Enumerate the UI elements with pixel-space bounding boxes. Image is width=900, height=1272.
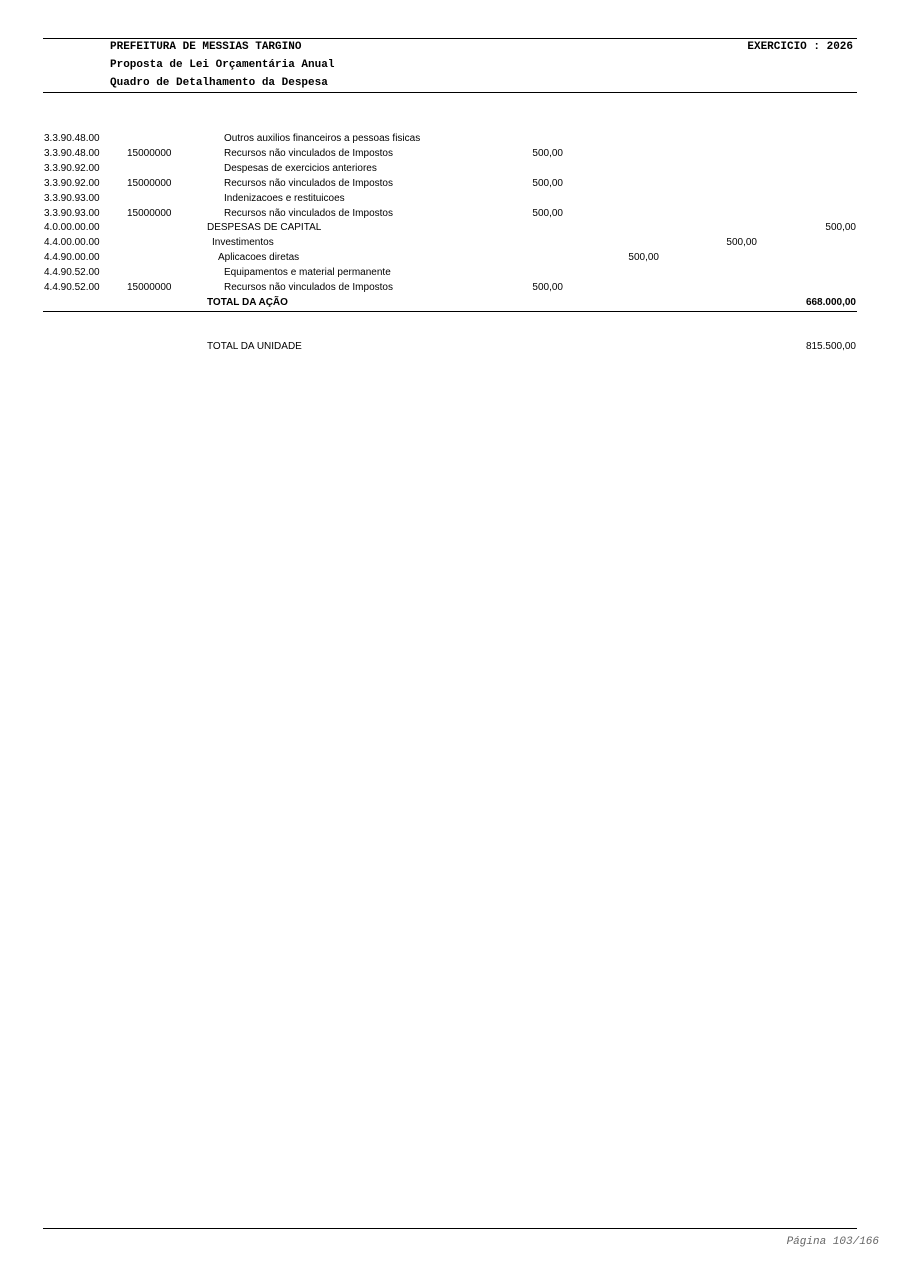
row-fonte: 15000000: [127, 208, 172, 219]
row-description: Outros auxilios financeiros a pessoas fisicas: [224, 133, 421, 144]
exercise-year: EXERCICIO : 2026: [747, 41, 853, 53]
row-value-grupo: 500,00: [726, 237, 757, 248]
table-row: [0, 220, 900, 235]
row-fonte: 15000000: [127, 178, 172, 189]
table-row: [0, 235, 900, 250]
table-row: [0, 280, 900, 295]
row-value-modalidade: 500,00: [628, 252, 659, 263]
header-bottom-rule: [43, 92, 857, 93]
total-acao-value: 668.000,00: [805, 297, 856, 308]
row-code: 4.4.90.00.00: [44, 252, 100, 263]
row-fonte: 15000000: [127, 282, 172, 293]
table-row: [0, 206, 900, 221]
table-row: [0, 191, 900, 206]
row-code: 4.4.90.52.00: [44, 282, 100, 293]
header-top-rule: [43, 38, 857, 39]
total-acao-rule: [43, 311, 857, 312]
total-unidade-row: [0, 339, 900, 354]
row-description: Indenizacoes e restituicoes: [224, 193, 345, 204]
total-acao-row: [0, 295, 900, 310]
total-acao-label: TOTAL DA AÇÃO: [207, 297, 288, 308]
row-description: Recursos não vinculados de Impostos: [224, 208, 393, 219]
footer-rule: [43, 1228, 857, 1229]
page-number: Página 103/166: [786, 1236, 879, 1248]
report-subtitle: Proposta de Lei Orçamentária Anual: [110, 59, 335, 71]
row-value-elemento: 500,00: [532, 148, 563, 159]
row-description: DESPESAS DE CAPITAL: [207, 222, 322, 233]
row-value-elemento: 500,00: [532, 282, 563, 293]
row-value-categoria: 500,00: [825, 222, 856, 233]
table-row: [0, 146, 900, 161]
row-description: Recursos não vinculados de Impostos: [224, 282, 393, 293]
row-description: Despesas de exercicios anteriores: [224, 163, 377, 174]
row-code: 4.4.00.00.00: [44, 237, 100, 248]
row-code: 3.3.90.48.00: [44, 133, 100, 144]
row-code: 3.3.90.92.00: [44, 163, 100, 174]
row-code: 4.0.00.00.00: [44, 222, 100, 233]
row-description: Aplicacoes diretas: [218, 252, 300, 263]
row-description: Investimentos: [212, 237, 274, 248]
table-row: [0, 161, 900, 176]
table-row: [0, 176, 900, 191]
total-unidade-label: TOTAL DA UNIDADE: [207, 341, 302, 352]
total-unidade-value: 815.500,00: [805, 341, 856, 352]
row-value-elemento: 500,00: [532, 178, 563, 189]
row-code: 3.3.90.93.00: [44, 208, 100, 219]
table-row: [0, 131, 900, 146]
row-fonte: 15000000: [127, 148, 172, 159]
row-code: 3.3.90.93.00: [44, 193, 100, 204]
report-title: Quadro de Detalhamento da Despesa: [110, 77, 328, 89]
row-description: Recursos não vinculados de Impostos: [224, 178, 393, 189]
entity-name: PREFEITURA DE MESSIAS TARGINO: [110, 41, 302, 53]
row-code: 3.3.90.92.00: [44, 178, 100, 189]
table-row: [0, 250, 900, 265]
row-description: Recursos não vinculados de Impostos: [224, 148, 393, 159]
table-row: [0, 265, 900, 280]
row-description: Equipamentos e material permanente: [224, 267, 391, 278]
row-value-elemento: 500,00: [532, 208, 563, 219]
row-code: 3.3.90.48.00: [44, 148, 100, 159]
row-code: 4.4.90.52.00: [44, 267, 100, 278]
